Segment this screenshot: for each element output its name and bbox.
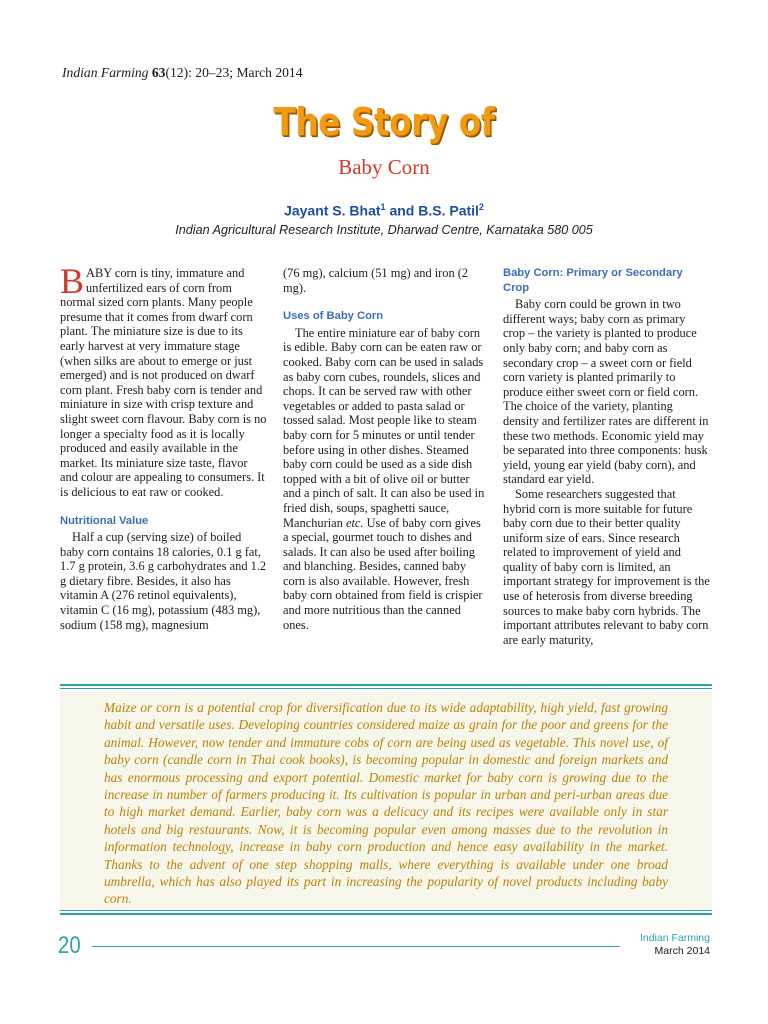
author-1-superscript: 1	[380, 202, 386, 212]
footer-rule	[92, 946, 620, 947]
article-title: The Story of	[273, 100, 495, 144]
intro-paragraph	[60, 261, 268, 500]
footer-date: March 2014	[654, 945, 710, 957]
crop-paragraph-1: Baby corn could be grown in two different ways; baby corn as primary crop – the variety is planted to produce only baby corn; and baby corn as secondary crop – a sweet corn or field corn variety is planted primarily to produce either sweet corn or field corn. The choice of the variety, planting density and fertilizer rates are different in these two methods. Economic yield may be separated into three components: husk yield, young ear yield (baby corn), and standard ear yield.	[503, 297, 709, 487]
section-heading-uses: Uses of Baby Corn	[283, 310, 384, 323]
footer-journal: Indian Farming	[639, 932, 710, 944]
uses-text-a: The entire miniature ear of baby corn is edible. Baby corn can be eaten raw or cooked. Baby corn can be used in salads as baby corn cubes, roundels, slices and chops. It can be served raw with other vegetables or added to pasta salad or tossed salad. Most people like to steam baby corn for 5 minutes or until tender before using in other dishes. Steamed baby corn could be used as a side dish topped with a bit of olive oil or butter and a pinch of salt. It can also be used in fried dish, soups, spaghetti sauce, Manchurian	[283, 325, 485, 530]
article-subtitle: Baby Corn	[338, 155, 430, 179]
abstract-text: Maize or corn is a potential crop for diversification due to its wide adaptability, high yield, fast growing habit and versatile uses. Developing countries considered maize as grain for the poor and greens for the animal. However, now tender and immature cobs of corn are being used as vegetable. This novel use, of baby corn (candle corn in Thai cook books), is becoming popular in domestic and foreign markets and has enormous processing and export potential. Domestic market for baby corn is growing due to the increase in number of farmers producing it. Its cultivation is popular in urban and peri-urban areas due to high market demand. Earlier, baby corn was a delicacy and its recipes were available only in star hotels and big restaurants. Now, it is becoming popular even among masses due to the revolution in information technology, increase in baby corn production and hence easy availability in the market. Thanks to the advent of one step shopping malls, where everything is available under one broad umbrella, which has also played its part in increasing the popularity of novel products including baby corn.	[104, 700, 668, 907]
section-heading-crop: Baby Corn: Primary or Secondary Crop	[503, 267, 683, 294]
column-1	[60, 261, 268, 632]
abstract-rule-bottom	[60, 913, 712, 915]
citation	[62, 65, 303, 81]
column-3	[503, 266, 710, 647]
uses-etc: etc.	[345, 515, 364, 530]
abstract-rule-top-thin	[60, 688, 712, 689]
abstract-rule-top	[60, 684, 712, 686]
abstract-box	[60, 692, 712, 910]
section-heading-nutrition: Nutritional Value	[60, 514, 149, 527]
column-2	[283, 266, 488, 632]
nutrition-paragraph: Half a cup (serving size) of boiled baby corn contains 18 calories, 0.1 g fat, 1.7 g protein, 3.6 g carbohydrates and 1.2 g dietary fibre. Besides, it also has vitamin A (276 retinol equivalents), vitamin C (16 mg), potassium (483 mg), sodium (158 mg), magnesium	[60, 530, 267, 632]
author-line	[0, 202, 768, 219]
journal-issue-pages: (12): 20–23; March 2014	[165, 65, 303, 80]
author-conjunction: and	[385, 202, 419, 219]
nutrition-continued: (76 mg), calcium (51 mg) and iron (2 mg).	[283, 266, 469, 295]
journal-volume: 63	[151, 65, 166, 80]
crop-paragraph-2: Some researchers suggested that hybrid corn is more suitable for future baby corn due to their better quality uniform size of ears. Since research related to improvement of yield and quality of baby corn is limited, an important strategy for improvement is the use of heterosis from diverse breeding sources to make baby corn hybrids. The important attributes relevant to baby corn are early maturity,	[503, 486, 710, 647]
abstract-rule-bottom-thin	[60, 910, 712, 911]
page-number: 20	[58, 932, 81, 959]
uses-paragraph	[283, 326, 488, 632]
author-2: B.S. Patil	[418, 202, 479, 219]
author-1: Jayant S. Bhat	[284, 202, 381, 219]
journal-name: Indian Farming	[62, 65, 149, 80]
author-2-superscript: 2	[478, 202, 484, 212]
intro-text: ABY corn is tiny, immature and unfertilized ears of corn from normal sized corn plants. Many people presume that it comes from dwarf corn plant. The miniature size is due to its early harvest at very immature stage (when silks are about to emerge or just emerged) and is not produced on dwarf corn plant. Fresh baby corn is tender and miniature in size with crisp texture and slight sweet corn flavour. Baby corn is no longer a specialty food as it is locally produced and easily available in the market. Its miniature size taste, flavor and colour are appealing to consumers. It is delicious to eat raw or cooked.	[60, 266, 267, 499]
affiliation: Indian Agricultural Research Institute, Dharwad Centre, Karnataka 580 005	[175, 223, 593, 237]
drop-cap: B	[60, 261, 85, 301]
uses-text-b: Use of baby corn gives a special, gourmet touch to dishes and salads. It can also be used after boiling and blanching. Besides, canned baby corn is also available. However, fresh baby corn obtained from field is crispier and more nutritious than the canned ones.	[283, 515, 483, 632]
